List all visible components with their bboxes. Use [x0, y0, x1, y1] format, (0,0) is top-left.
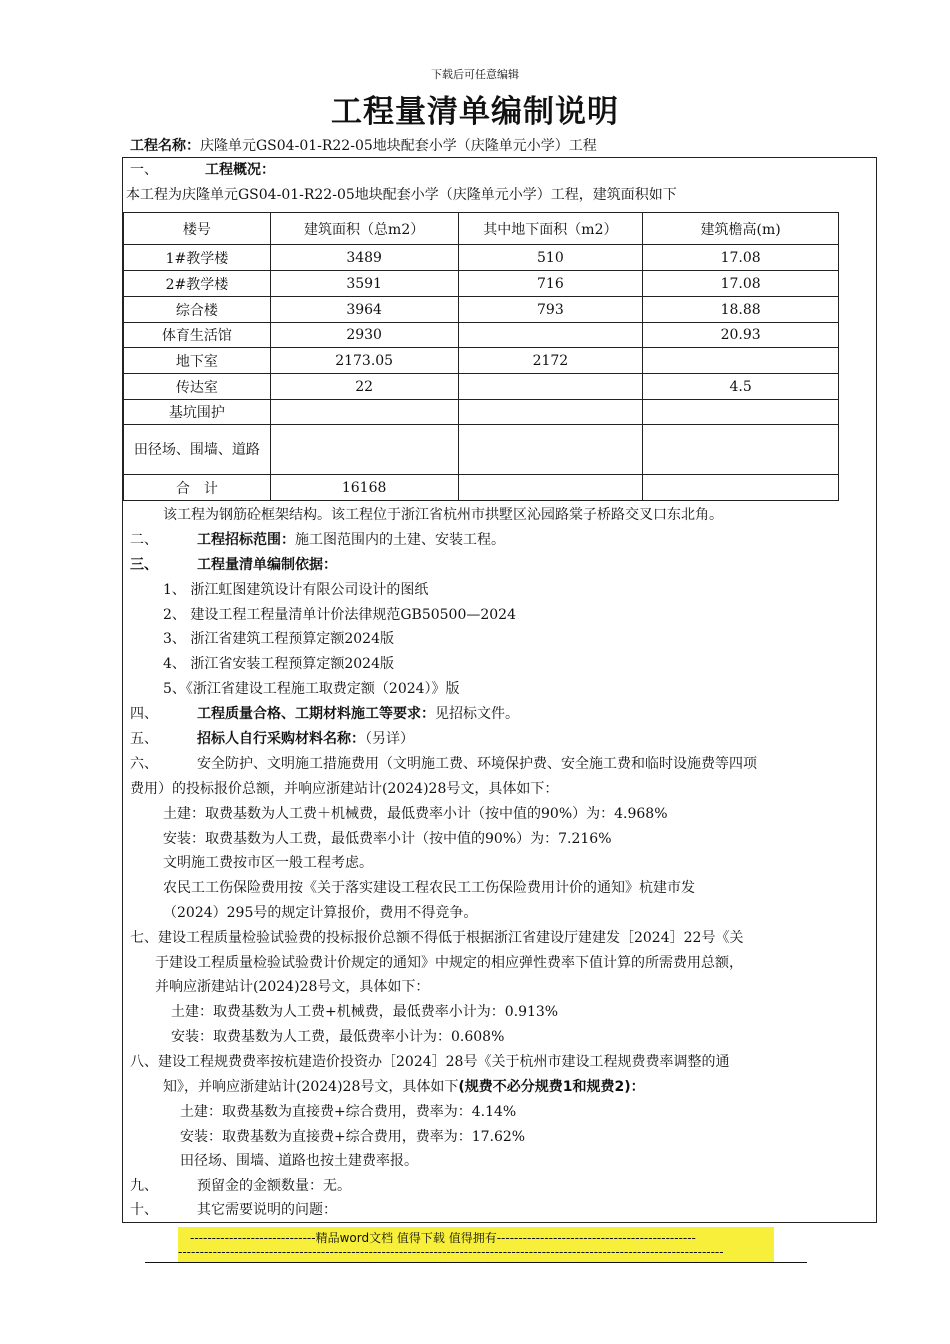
section4-heading: 工程质量合格、工期材料施工等要求：: [197, 706, 435, 722]
section5-text: （另详）: [365, 731, 414, 747]
table-cell: [270, 425, 458, 475]
structure-note: 该工程为钢筋砼框架结构。该工程位于浙江省杭州市拱墅区沁园路棠子桥路交叉口东北角。: [163, 507, 723, 523]
table-cell: 4.5: [643, 374, 839, 400]
document-title: 工程量清单编制说明: [331, 94, 619, 130]
section5-heading: 招标人自行采购材料名称：: [197, 731, 365, 747]
section4-text: 见招标文件。: [435, 706, 519, 722]
table-cell: 2930: [270, 323, 458, 348]
table-cell: [270, 400, 458, 425]
table-cell: 综合楼: [124, 297, 271, 323]
table-row: [124, 400, 839, 425]
download-note: 下载后可任意编辑: [431, 68, 519, 81]
table-cell: 510: [458, 245, 643, 271]
section5-number: 五、: [130, 731, 158, 747]
list-item: 3、 浙江省建筑工程预算定额2024版: [163, 631, 394, 647]
table-cell: 3591: [270, 271, 458, 297]
section6-number: 六、: [130, 756, 158, 772]
table-cell: 2172: [458, 348, 643, 374]
table-cell: 传达室: [124, 374, 271, 400]
table-cell: 16168: [270, 475, 458, 501]
section5-line: [197, 729, 414, 749]
section8-track: 田径场、围墙、道路也按土建费率报。: [180, 1153, 418, 1169]
table-cell: 合 计: [124, 475, 271, 501]
table-row: [124, 245, 839, 271]
section6-insurance2: （2024）295号的规定计算报价，费用不得竞争。: [163, 905, 478, 921]
section2-number: 二、: [130, 532, 158, 548]
section7-civil: 土建：取费基数为人工费+机械费，最低费率小计为：0.913%: [171, 1004, 559, 1020]
table-row: [124, 425, 839, 475]
section7-line2: 于建设工程质量检验试验费计价规定的通知》中规定的相应弹性费率下值计算的所需费用总额，: [155, 955, 743, 971]
list-item: 4、 浙江省安装工程预算定额2024版: [163, 656, 394, 672]
section4-line: [197, 704, 519, 724]
section2-line: [197, 530, 505, 550]
table-cell: [458, 425, 643, 475]
table-row: [124, 348, 839, 374]
table-cell: 地下室: [124, 348, 271, 374]
table-cell: [643, 425, 839, 475]
table-cell: 体育生活馆: [124, 323, 271, 348]
table-cell: [643, 400, 839, 425]
section8-line2-note: (规费不必分规费1和规费2)：: [458, 1079, 645, 1095]
project-name-line: [130, 135, 597, 155]
section6-line1: 安全防护、文明施工措施费用（文明施工费、环境保护费、安全施工费和临时设施费等四项: [197, 756, 757, 772]
table-cell: 793: [458, 297, 643, 323]
table-cell: 3964: [270, 297, 458, 323]
section8-line2: [163, 1077, 645, 1097]
section6-line2: 费用）的投标报价总额，并响应浙建站计(2024)28号文，具体如下：: [130, 781, 559, 797]
section8-line2-text: 知》，并响应浙建站计(2024)28号文，具体如下: [163, 1079, 459, 1095]
table-row: [124, 271, 839, 297]
section9-text: 预留金的金额数量：无。: [197, 1178, 351, 1194]
section8-civil: 土建：取费基数为直接费+综合费用，费率为：4.14%: [180, 1104, 517, 1120]
table-cell: [458, 323, 643, 348]
table-cell: [458, 374, 643, 400]
section6-insurance1: 农民工工伤保险费用按《关于落实建设工程农民工工伤保险费用计价的通知》杭建市发: [163, 880, 695, 896]
table-cell: 716: [458, 271, 643, 297]
table-cell: [643, 475, 839, 501]
section7-install: 安装：取费基数为人工费，最低费率小计为：0.608%: [171, 1029, 505, 1045]
table-row: [124, 297, 839, 323]
project-name-label: 工程名称：: [130, 138, 200, 154]
header-underground-area: 其中地下面积（m2）: [458, 213, 643, 245]
section8-install: 安装：取费基数为直接费+综合费用，费率为：17.62%: [180, 1129, 526, 1145]
section8-line1: 八、建设工程规费费率按杭建造价投资办［2024］28号《关于杭州市建设工程规费费率调整的通: [130, 1054, 730, 1070]
table-cell: 3489: [270, 245, 458, 271]
table-cell: 2#教学楼: [124, 271, 271, 297]
table-cell: [643, 348, 839, 374]
section4-number: 四、: [130, 706, 158, 722]
section3-number: 三、: [130, 557, 158, 573]
section6-civil: 土建：取费基数为人工费＋机械费，最低费率小计（按中值的90%）为：4.968%: [163, 806, 668, 822]
table-row: [124, 374, 839, 400]
section3-heading: 工程量清单编制依据：: [197, 557, 337, 573]
header-eave-height: 建筑檐高(m): [643, 213, 839, 245]
table-cell: [458, 400, 643, 425]
section10-text: 其它需要说明的问题：: [197, 1202, 337, 1218]
section6-install: 安装：取费基数为人工费，最低费率小计（按中值的90%）为：7.216%: [163, 831, 612, 847]
table-total-row: [124, 475, 839, 501]
list-item: 1、 浙江虹图建筑设计有限公司设计的图纸: [163, 582, 429, 598]
section10-number: 十、: [130, 1202, 158, 1218]
section1-number: 一、: [130, 162, 158, 178]
section2-text: 施工图范围内的土建、安装工程。: [295, 532, 505, 548]
table-cell: 18.88: [643, 297, 839, 323]
table-cell: 17.08: [643, 245, 839, 271]
header-total-area: 建筑面积（总m2）: [270, 213, 458, 245]
table-cell: 17.08: [643, 271, 839, 297]
section7-line3: 并响应浙建站计(2024)28号文，具体如下：: [155, 979, 430, 995]
list-item: 2、 建设工程工程量清单计价法律规范GB50500—2024: [163, 607, 516, 623]
table-cell: 1#教学楼: [124, 245, 271, 271]
section2-heading: 工程招标范围：: [197, 532, 295, 548]
header-building: 楼号: [124, 213, 271, 245]
section6-civilization: 文明施工费按市区一般工程考虑。: [163, 855, 373, 871]
section1-heading: 工程概况：: [205, 162, 275, 178]
table-header-row: [124, 213, 839, 245]
list-item: 5、《浙江省建设工程施工取费定额（2024）》版: [163, 681, 460, 697]
footer-line1: -----------------------------精品word文档 值得下载 值得拥有----------------------------------------------: [190, 1231, 696, 1245]
project-name-value: 庆隆单元GS04-01-R22-05地块配套小学（庆隆单元小学）工程: [200, 138, 597, 154]
footer-rule: [145, 1262, 807, 1263]
section9-number: 九、: [130, 1178, 158, 1194]
table-cell: 20.93: [643, 323, 839, 348]
section7-line1: 七、建设工程质量检验试验费的投标报价总额不得低于根据浙江省建设厅建建发［2024］22号《关: [130, 930, 744, 946]
section1-intro: 本工程为庆隆单元GS04-01-R22-05地块配套小学（庆隆单元小学）工程，建筑面积如下: [126, 187, 677, 203]
table-cell: 22: [270, 374, 458, 400]
table-cell: 基坑围护: [124, 400, 271, 425]
table-cell: 2173.05: [270, 348, 458, 374]
building-area-table: [123, 212, 839, 501]
table-cell: [458, 475, 643, 501]
table-cell: 田径场、围墙、道路: [124, 425, 271, 475]
footer-line2: ------------------------------------------------------------------------------------------------------------------------------: [178, 1245, 724, 1259]
table-row: [124, 323, 839, 348]
